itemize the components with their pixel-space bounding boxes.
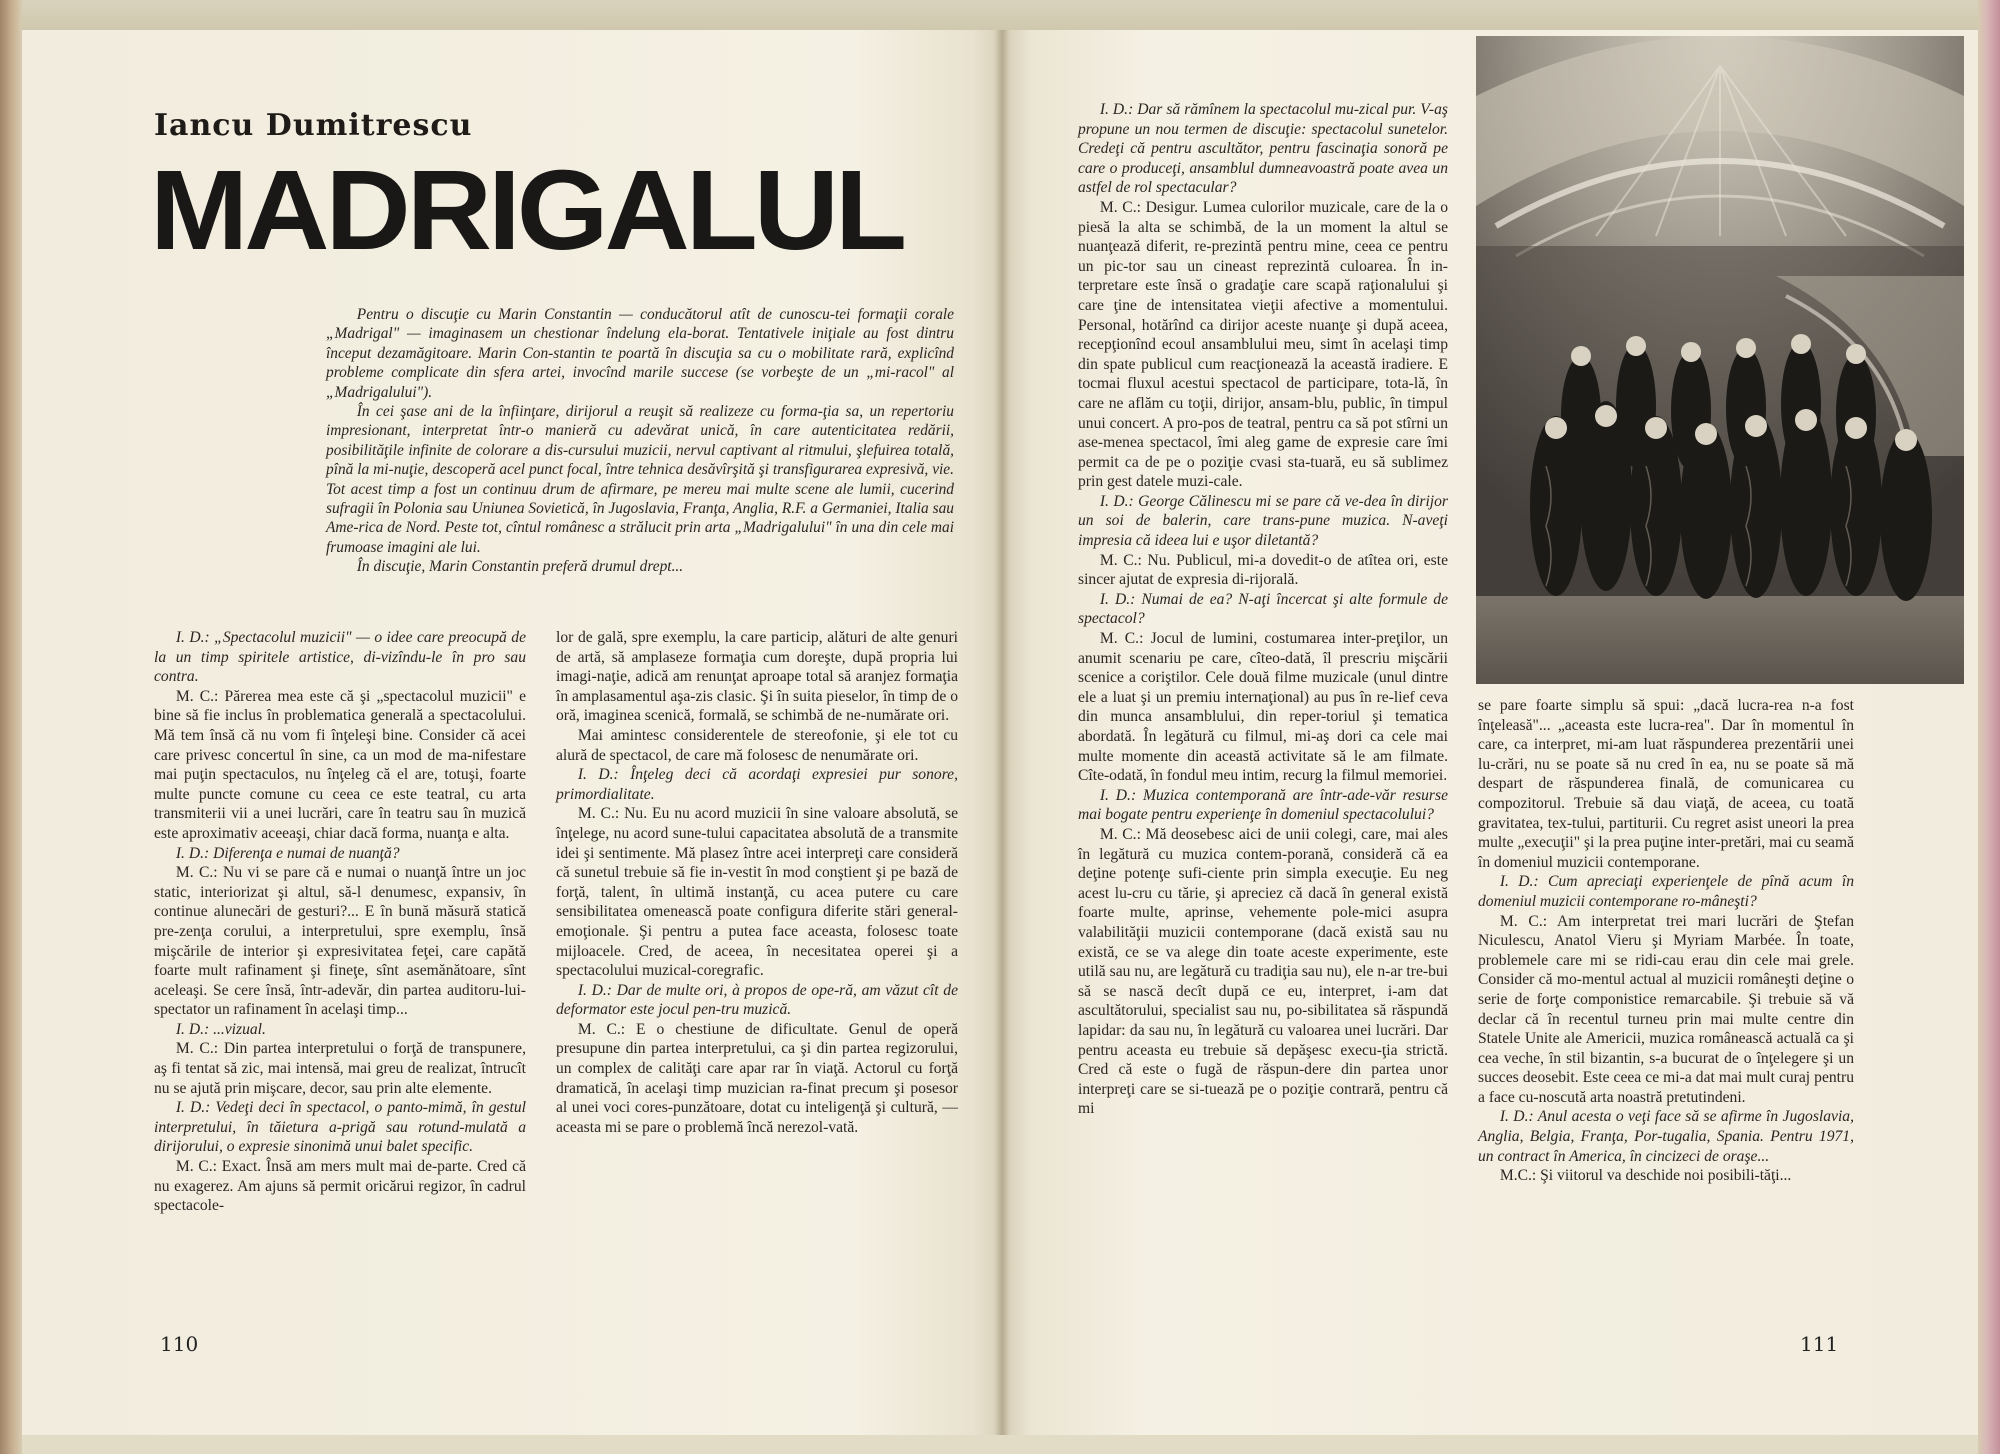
article-title: MADRIGALUL [150, 147, 904, 274]
interview-question: I. D.: Dar să rămînem la spectacolul mu-zical pur. V-aş propune un nou termen de discuţie: spectacolul sunetelor. Credeţi că pentru ascultător, pentru fascinaţia sonoră pe care o produceţi, ansamblul dumneavoastră poate avea un astfel de rol spectacular? [1078, 101, 1448, 197]
interview-question: I. D.: George Călinescu mi se pare că ve-dea în dirijor un soi de balerin, care trans-pune muzica. N-aveţi impresia că ideea lui e uşor diletantă? [1078, 492, 1448, 550]
interview-answer: se pare foarte simplu să spui: „dacă lucra-rea n-a fost înţeleasă"... „aceasta este lucra-rea". Dar în momentul în care, ca interpret, mi-am luat răspunderea prezentării unei lu-crări, nu se poate să nu cred în ea, nu se poate să mă despart de răspunderea finală, de comunicarea cu compozitorul. Trebuie să dau viaţă, de aceea, cu toată gravitatea, tex-tului, partiturii. Cu regret asist uneori la prea multe „execuţii" şi la prea puţine inter-pretări, mai cu seamă în domeniul muzicii contemporane. [1478, 697, 1854, 871]
intro-paragraph: În cei şase ani de la înfiinţare, dirijorul a reuşit să realizeze cu forma-ţia sa, un repertoriu impresionant, interpretat într-o manieră cu adevărat unică, în care autenticitatea redării, posibilităţile infinite de colorare a dis-cursului muzicii, nervul captivant al ritmului, şlefuirea totală, pînă la mi-nuţie, descoperă acel punct focal, între tehnica desăvîrşită şi transfigurarea expresivă, vie. Tot acest timp a fost un continuu drum de afirmare, pe mereu mai multe scene ale lumii, cucerind sufragii în Polonia sau Uniunea Sovietică, în Jugoslavia, Franţa, Anglia, R.F. a Germaniei, Italia sau Ame-rica de Nord. Peste tot, cîntul românesc a strălucit prin arta „Madrigalului" în una din cele mai frumoase imagini ale lui. [326, 403, 954, 556]
interview-answer: M.C.: Şi viitorul va deschide noi posibili-tăţi... [1499, 1167, 1792, 1185]
text-column-c [1078, 100, 1448, 1119]
interview-answer: M. C.: Din partea interpretului o forţă de transpunere, aş fi tentat să zic, mai intensă, mai greu de realizat, întrucît nu se ajută prin mişcare, decor, sau prin alte elemente. [154, 1040, 526, 1097]
interview-question: I. D.: Cum apreciaţi experienţele de pînă acum în domeniul muzicii contemporane ro-mâneşti? [1478, 873, 1854, 910]
interview-question: I. D.: Diferenţa e numai de nuanţă? [175, 844, 400, 862]
interview-answer: M. C.: Nu. Publicul, mi-a dovedit-o de atîtea ori, este sincer ajutat de expresia di-rijorală. [1078, 551, 1448, 589]
book-gutter [994, 30, 1010, 1435]
interview-answer: M. C.: Părerea mea este că şi „spectacolul muzicii" e bine să fie inclus în problematica generală a spectacolului. Mă tem însă că nu vom fi înţeleşi bine. Consider că acei care privesc concertul în sine, ca un mod de ma-nifestare mai puţin spectaculos, nu înţeleg că el are, totuşi, foarte multe puncte comune cu ceea ce este teatral, cu arta transmiterii vii a unei lucrări, care în teatru sau în muzică este aproximativ aceeaşi, chiar dacă forma, nuanţa e alta. [154, 687, 526, 842]
interview-answer: lor de gală, spre exemplu, la care particip, alături de alte genuri de artă, să amplaseze formaţia cum doreşte, după propria lui imagi-naţie, adică am renunţat aproape total să aranjez formaţia în amplasamentul aşa-zis clasic. Şi în suita pieselor, în timp de o oră, imaginea scenică, formală, se schimbă de ne-numărate ori. [556, 629, 958, 725]
interview-question: I. D.: Anul acesta o veţi face să se afirme în Jugoslavia, Anglia, Belgia, Franţa, Por-tugalia, Spania. Pentru 1971, un contract în America, în cincizeci de oraşe... [1478, 1108, 1854, 1165]
interview-question: I. D.: Vedeţi deci în spectacol, o panto-mimă, în gestul interpretului, în tăietura a-prigă sau rotund-mulată a dirijorului, o expresie sinonimă unui balet specific. [154, 1099, 526, 1156]
interview-answer: M. C.: Exact. Însă am mers mult mai de-parte. Cred că nu exagerez. Am ajuns să permit oricărui regizor, în cadrul spectacole- [154, 1158, 526, 1215]
text-column-d [1478, 696, 1854, 1186]
book-cover-edge-left [0, 0, 22, 1454]
interview-answer: Mai amintesc considerentele de stereofonie, şi ele tot cu alură de spectacol, de care mă folosesc de nenumărate ori. [556, 726, 958, 764]
interview-question: I. D.: Numai de ea? N-aţi încercat şi alte formule de spectacol? [1078, 590, 1448, 628]
text-column-a [154, 628, 526, 1216]
page-number-right: 111 [1800, 1332, 1839, 1356]
article-author: Iancu Dumitrescu [154, 108, 473, 143]
interview-answer: M. C.: Nu. Eu nu acord muzicii în sine valoare absolută, se înţelege, nu acord sune-tului capacitatea absolută de a transmite idei şi sentimente. Mă plasez între acei interpreţi care consideră că sunetul trebuie să fie in-vestit în mod conştient şi pe bază de forţă, talent, în ultimă instanţă, cu acea putere cu care sensibilitatea omenească poate configura diferite stări general-emoţionale. Şi pentru a putea face aceasta, folosesc toate mijloacele. Cred, de aceea, în necesitatea operei şi a spectacolului muzical-coregrafic. [556, 805, 958, 980]
text-column-b [556, 628, 958, 1137]
interview-answer: M. C.: Desigur. Lumea culorilor muzicale, care de la o piesă la alta se schimbă, de la un moment la altul se nuanţează diferit, re-prezintă pentru mine, ceea ce pentru un pic-tor sau un cineast reprezintă culoarea. În in-terpretare este însă o gradaţie care scapă raţionalului şi care ţine de intensitatea vieţii afective a momentului. Personal, hotărînd ca dirijor aceste nuanţe şi după aceea, recepţionînd ecoul ansamblului meu, simt în acelaşi timp din spate publicul cum reacţionează la această iradiere. E tocmai fluxul acestui spectacol de participare, tota-lă, în care ne aflăm cu toţii, dirijor, ansam-blu, public, în timpul unui concert. A pro-pos de teatral, pentru ca să pot stîrni un ase-menea spectacol, îmi aleg game de expresie care îmi permit ca de pe o poziţie cvasi sta-tuară, eu să sublimez prin gest datele muzi-cale. [1078, 198, 1448, 491]
interview-answer: M. C.: Jocul de lumini, costumarea inter-preţilor, un anumit scenariu pe care, cîteo-dată, îl prescriu mişcării scenice a coriştilor. Cele două filme muzicale (unul dintre ele a luat şi un premiu internaţional) au pus în re-lief ceva din munca ansamblului, din reper-toriul şi tematica abordată. În legătură cu filmul, mi-aş dori ca cele mai multe momente din această activitate să le am filmate. Cîte-odată, în fondul meu intim, recurg la filmul memoriei. [1078, 630, 1448, 785]
interview-question: I. D.: Dar de multe ori, à propos de ope-ră, am văzut cît de deformator este jocul pen-tru muzică. [556, 981, 958, 1019]
interview-question: I. D.: Muzica contemporană are într-ade-văr resurse mai bogate pentru experienţe în domeniul spectacolului? [1078, 786, 1448, 824]
interview-answer: M. C.: E o chestiune de dificultate. Genul de operă presupune din partea interpretului, ca şi din partea regizorului, un complex de calităţi care apar rar în viaţă. Actorul cu forţă dramatică, în acelaşi timp muzician ra-finat precum şi posesor al unei voci cores-punzătoare, dotat cu inteligenţă şi cultură, — aceasta mi se pare o problemă încă nerezol-vată. [556, 1020, 958, 1136]
interview-question: I. D.: Înţeleg deci că acordaţi expresiei pur sonore, primordialitate. [556, 766, 958, 803]
choir-photo-illustration [1476, 36, 1964, 684]
interview-question: I. D.: ...vizual. [175, 1020, 266, 1038]
interview-answer: M. C.: Am interpretat trei mari lucrări de Ştefan Niculescu, Anatol Vieru şi Myriam Marbée. În toate, problemele care mi se ridi-cau erau din cele mai grele. Consider că mo-mentul actual al muzicii româneşti deţine o serie de forţe componistice remarcabile. Şi trebuie să vă declar că în recentul turneu prin mai multe centre din Statele Unite ale Americii, muzica românească actuală ca şi cea veche, în stil bizantin, s-a bucurat de o înţelegere şi un succes deosebit. Este ceea ce mi-a dat mai mult curaj pentru a face cu-noscută arta noastră pretutindeni. [1478, 912, 1854, 1106]
interview-answer: M. C.: Nu vi se pare că e numai o nuanţă între un joc static, interiorizat şi altul, să-l denumesc, expansiv, în continue alunecări de gesturi?... E în bună măsură statică pre-zenţa corului, a interpretului, spre exemplu, însă mişcările de interior şi expresivitatea feţei, care capătă foarte mult rafinament şi fineţe, sînt asemănătoare, sînt aceleaşi. Se cere însă, într-adevăr, din partea auditoru-lui-spectator un rafinament în acelaşi timp... [154, 864, 526, 1019]
intro-paragraph: Pentru o discuţie cu Marin Constantin — conducătorul atît de cunoscu-tei formaţii corale „Madrigal" — imaginasem un chestionar îndelung ela-borat. Tentativele iniţiale au fost dintru început dezamăgitoare. Marin Con-stantin te poartă în discuţia sa cu o mobilitate rară, explicînd probleme complicate din sfera artei, invocînd marile succese (se vorbeşte de un „mi-racol" al „Madrigalului"). [326, 306, 954, 401]
book-cover-edge-right [1978, 0, 2000, 1454]
book-binding-top [0, 0, 2000, 30]
intro-paragraph: În discuţie, Marin Constantin preferă drumul drept... [356, 558, 684, 576]
interview-answer: M. C.: Mă deosebesc aici de unii colegi, care, mai ales în legătură cu muzica contem-porană, consideră că ea deţine potenţe sufi-ciente prin simpla execuţie. Eu neg acest lu-cru cu tărie, şi apreciez că dacă în general există foarte multe, aprinse, vehemente pole-mici asupra valabilităţii muzicii contemporane (dacă există sau nu există, ce se va alege din toate aceste experimente, este utilă sau nu, are legătură cu tradiţia sau nu), ele n-ar tre-bui să se nască decît după ce eu, interpret, i-am dat ascultătorului, specialist sau nu, po-sibilitatea să răspundă lapidar: da sau nu, în legătură cu valoarea unei lucrări. Dar pentru aceasta eu trebuie să depăşesc execu-ţia strictă. Cred că este o fugă de răspun-dere din partea unor interpreţi care se si-tuează pe o poziţie contrară, pentru că mi [1078, 825, 1448, 1118]
interview-question: I. D.: „Spectacolul muzicii" — o idee care preocupă de la un timp spiritele artistice, di-vizîndu-le în pro sau contra. [154, 629, 526, 686]
article-intro [326, 305, 954, 577]
choir-photo [1476, 36, 1964, 684]
page-number-left: 110 [160, 1332, 199, 1356]
